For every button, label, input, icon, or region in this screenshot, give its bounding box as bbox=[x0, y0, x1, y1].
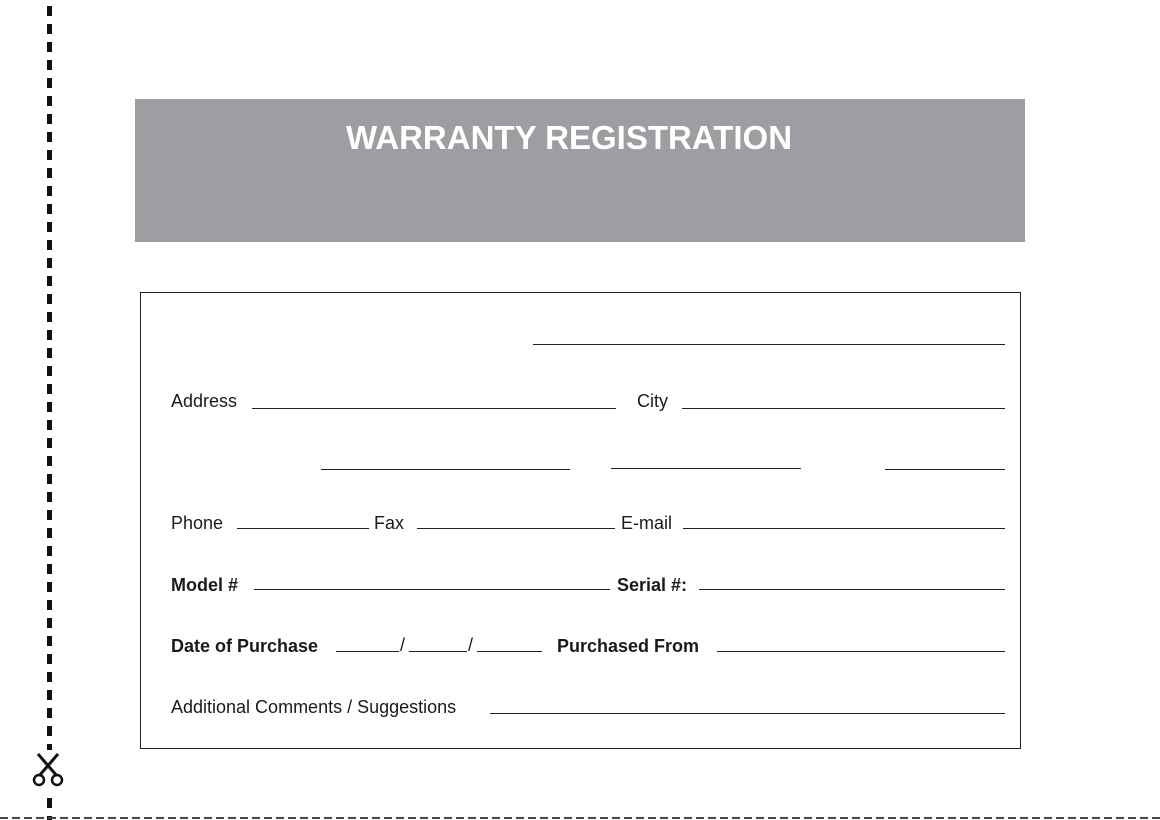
model-field-line[interactable] bbox=[254, 589, 610, 590]
scissors-icon bbox=[30, 750, 66, 790]
form-title: WARRANTY REGISTRATION bbox=[345, 119, 793, 156]
field-line-row3-b[interactable] bbox=[611, 468, 801, 469]
comments-label: Additional Comments / Suggestions bbox=[171, 697, 457, 717]
phone-label: Phone bbox=[171, 513, 224, 533]
header-band bbox=[135, 99, 1025, 242]
field-line-row3-a[interactable] bbox=[321, 469, 570, 470]
address-label: Address bbox=[171, 391, 238, 411]
serial-label: Serial #: bbox=[617, 575, 688, 595]
city-field-line[interactable] bbox=[682, 408, 1005, 409]
registration-form bbox=[140, 292, 1021, 749]
name-field-line[interactable] bbox=[533, 344, 1005, 345]
email-field-line[interactable] bbox=[683, 528, 1005, 529]
model-label: Model # bbox=[171, 575, 239, 595]
city-label: City bbox=[637, 391, 668, 411]
date-separator: / bbox=[400, 635, 406, 655]
address-field-line[interactable] bbox=[252, 408, 616, 409]
cut-line-horizontal bbox=[0, 817, 1160, 819]
field-line-row3-c[interactable] bbox=[885, 469, 1005, 470]
phone-field-line[interactable] bbox=[237, 528, 369, 529]
serial-field-line[interactable] bbox=[699, 589, 1005, 590]
purchased-from-label: Purchased From bbox=[557, 636, 700, 656]
fax-field-line[interactable] bbox=[417, 528, 615, 529]
purchased-from-field-line[interactable] bbox=[717, 651, 1005, 652]
fax-label: Fax bbox=[374, 513, 405, 533]
date-month-line[interactable] bbox=[336, 651, 399, 652]
email-label: E-mail bbox=[621, 513, 673, 533]
date-day-line[interactable] bbox=[409, 651, 467, 652]
date-of-purchase-label: Date of Purchase bbox=[171, 636, 319, 656]
date-year-line[interactable] bbox=[477, 651, 542, 652]
date-separator: / bbox=[468, 635, 474, 655]
comments-field-line[interactable] bbox=[490, 713, 1005, 714]
cut-line-vertical bbox=[47, 6, 52, 820]
